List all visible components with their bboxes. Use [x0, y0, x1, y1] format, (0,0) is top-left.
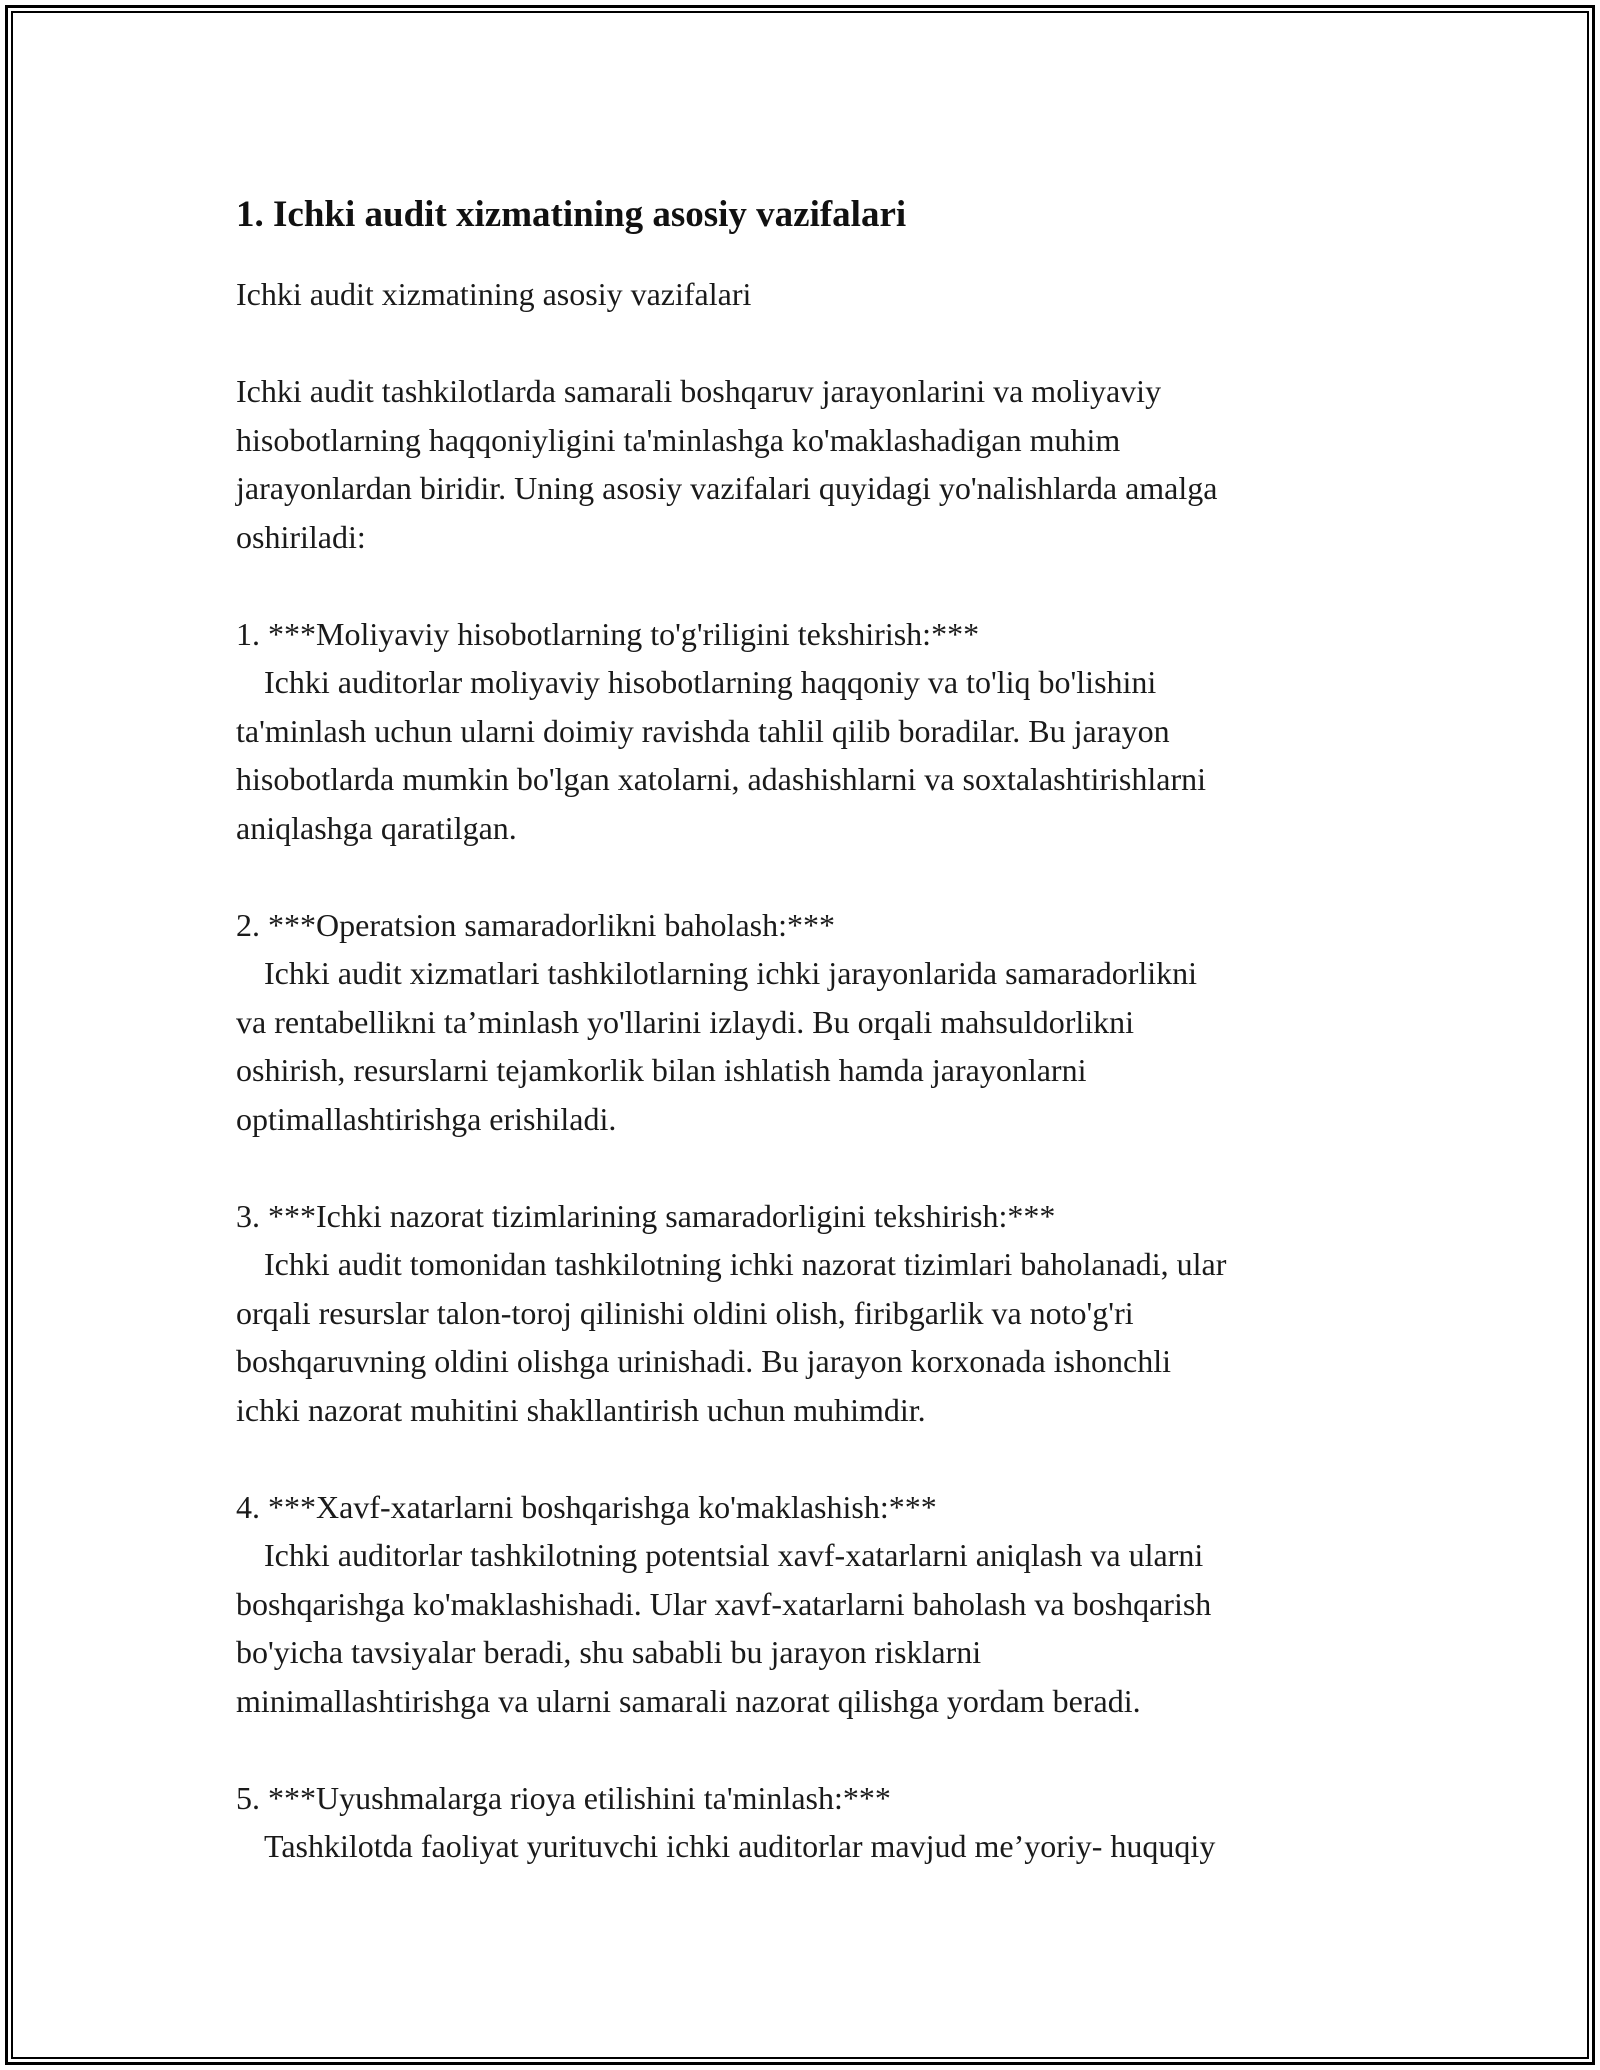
text-line: jarayonlardan biridir. Uning asosiy vazifalari quyidagi yo'nalishlarda amalga — [236, 470, 1218, 506]
text-line: hisobotlarning haqqoniyligini ta'minlashga ko'maklashadigan muhim — [236, 421, 1121, 458]
list-item-title: 4. ***Xavf-xatarlarni boshqarishga ko'maklashish:*** — [236, 1488, 937, 1525]
document-page — [236, 190, 1386, 1871]
text-line: orqali resurslar talon-toroj qilinishi oldini olish, firibgarlik va noto'g'ri — [236, 1294, 1134, 1331]
text-line: Ichki audit tomonidan tashkilotning ichki nazorat tizimlari baholanadi, ular — [264, 1246, 1227, 1282]
text-line: boshqarishga ko'maklashishadi. Ular xavf-xatarlarni baholash va boshqarish — [236, 1585, 1212, 1622]
document-subtitle: Ichki audit xizmatining asosiy vazifalari — [236, 276, 752, 312]
list-item-2 — [236, 901, 1386, 1144]
text-line: aniqlashga qaratilgan. — [236, 809, 517, 846]
text-line: Tashkilotda faoliyat yurituvchi ichki auditorlar mavjud me’yoriy- huquqiy — [264, 1828, 1216, 1864]
text-line: bo'yicha tavsiyalar beradi, shu sababli bu jarayon risklarni — [236, 1634, 982, 1670]
list-item-5 — [236, 1774, 1386, 1871]
text-line: ichki nazorat muhitini shakllantirish uchun muhimdir. — [236, 1391, 926, 1428]
text-line: optimallashtirishga erishiladi. — [236, 1100, 617, 1137]
text-line: oshiriladi: — [236, 518, 366, 555]
list-item-3 — [236, 1192, 1386, 1435]
text-line: Ichki auditorlar tashkilotning potentsial xavf-xatarlarni aniqlash va ularni — [264, 1537, 1204, 1573]
list-item-title: 1. ***Moliyaviy hisobotlarning to'g'riligini tekshirish:*** — [236, 615, 980, 652]
text-line: Ichki audit xizmatlari tashkilotlarning ichki jarayonlarida samaradorlikni — [264, 955, 1198, 991]
text-line: minimallashtirishga va ularni samarali nazorat qilishga yordam beradi. — [236, 1682, 1141, 1719]
document-heading: 1. Ichki audit xizmatining asosiy vazifalari — [236, 194, 907, 235]
text-line: oshirish, resurslarni tejamkorlik bilan ishlatish hamda jarayonlarni — [236, 1052, 1087, 1088]
list-item-title: 2. ***Operatsion samaradorlikni baholash:*** — [236, 906, 835, 943]
intro-paragraph — [236, 367, 1386, 561]
text-line: boshqaruvning oldini olishga urinishadi. Bu jarayon korxonada ishonchli — [236, 1343, 1171, 1379]
text-line: Ichki audit tashkilotlarda samarali boshqaruv jarayonlarini va moliyaviy — [236, 373, 1162, 409]
list-item-title: 5. ***Uyushmalarga rioya etilishini ta'minlash:*** — [236, 1779, 891, 1816]
text-line: ta'minlash uchun ularni doimiy ravishda tahlil qilib boradilar. Bu jarayon — [236, 712, 1170, 749]
list-item-title: 3. ***Ichki nazorat tizimlarining samaradorligini tekshirish:*** — [236, 1197, 1056, 1234]
text-line: va rentabellikni ta’minlash yo'llarini izlaydi. Bu orqali mahsuldorlikni — [236, 1003, 1135, 1040]
list-item-4 — [236, 1483, 1386, 1726]
list-item-1 — [236, 610, 1386, 853]
text-line: hisobotlarda mumkin bo'lgan xatolarni, adashishlarni va soxtalashtirishlarni — [236, 761, 1207, 797]
text-line: Ichki auditorlar moliyaviy hisobotlarning haqqoniy va to'liq bo'lishini — [264, 664, 1157, 700]
